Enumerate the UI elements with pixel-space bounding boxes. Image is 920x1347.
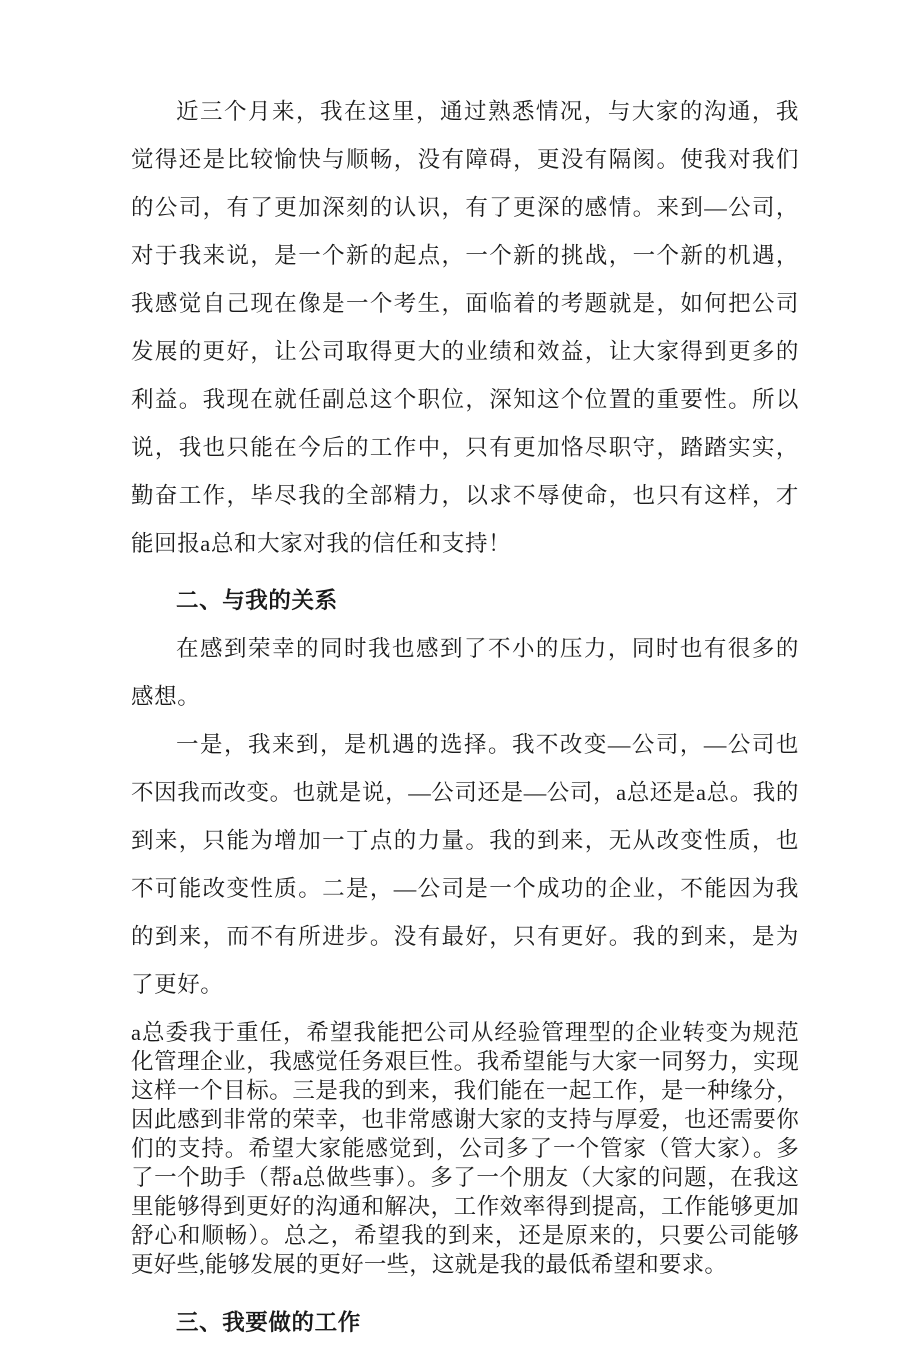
section-heading-three: 三、我要做的工作 <box>176 1310 361 1335</box>
paragraph-honor-and-pressure: 在感到荣幸的同时我也感到了不小的压力，同时也有很多的感想。 <box>131 636 799 709</box>
paragraph-intro-reflection: 近三个月来，我在这里，通过熟悉情况，与大家的沟通，我觉得还是比较愉快与顺畅，没有障碍，更没有隔阂。使我对我们的公司，有了更加深刻的认识，有了更深的感情。来到—公司，对于我来说，是一个新的起点，一个新的挑战，一个新的机遇，我感觉自己现在像是一个考生，面临着的考题就是，如何把公司发展的更好，让公司取得更大的业绩和效益，让大家得到更多的利益。我现在就任副总这个职位，深知这个位置的重要性。所以说，我也只能在今后的工作中，只有更加恪尽职守，踏踏实实，勤奋工作，毕尽我的全部精力，以求不辱使命，也只有这样，才能回报a总和大家对我的信任和支持！ <box>131 99 799 556</box>
paragraph-opportunity-choice: 一是，我来到，是机遇的选择。我不改变—公司，—公司也不因我而改变。也就是说，—公司还是—公司，a总还是a总。我的到来，只能为增加一丁点的力量。我的到来，无从改变性质，也不可能改变性质。二是，—公司是一个成功的企业，不能因为我的到来，而不有所进步。没有最好，只有更好。我的到来，是为了更好。 <box>131 732 799 997</box>
document-text-body <box>131 88 799 1347</box>
spacer <box>131 1279 799 1299</box>
section-heading-two: 二、与我的关系 <box>176 588 338 613</box>
paragraph-responsibility-and-hopes: a总委我于重任，希望我能把公司从经验管理型的企业转变为规范化管理企业，我感觉任务艰巨性。我希望能与大家一同努力，实现这样一个目标。三是我的到来，我们能在一起工作，是一种缘分，因此感到非常的荣幸，也非常感谢大家的支持与厚爱，也还需要你们的支持。希望大家能感觉到，公司多了一个管家（管大家）。多了一个助手（帮a总做些事）。多了一个朋友（大家的问题，在我这里能够得到更好的沟通和解决，工作效率得到提高，工作能够更加舒心和顺畅）。总之，希望我的到来，还是原来的，只要公司能够更好些,能够发展的更好一些，这就是我的最低希望和要求。 <box>131 1020 799 1277</box>
spacer <box>131 568 799 577</box>
spacer <box>131 1009 799 1018</box>
